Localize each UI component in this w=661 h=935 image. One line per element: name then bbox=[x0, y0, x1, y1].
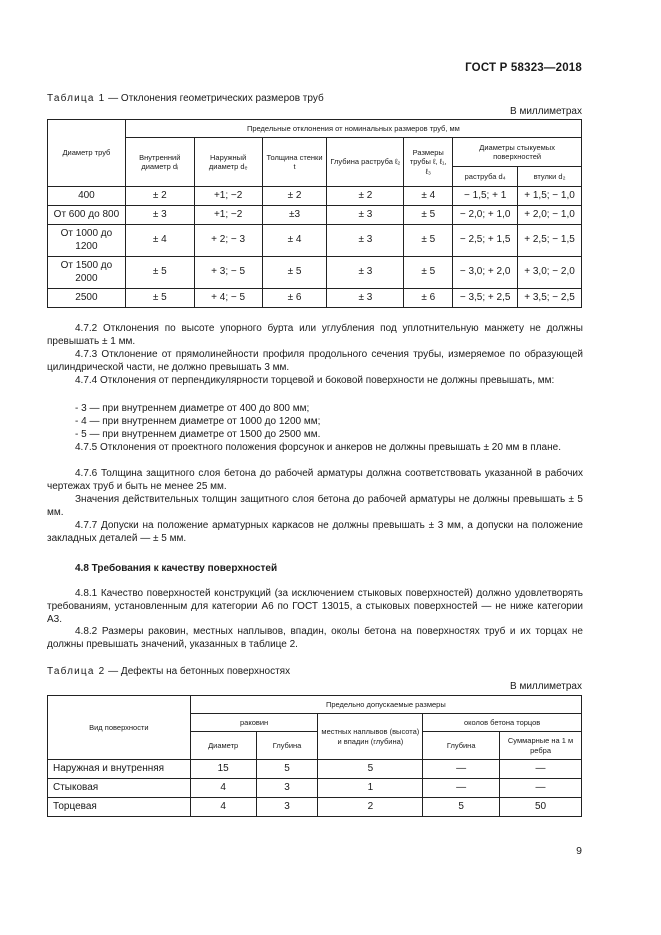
cell-depth: ± 3 bbox=[327, 225, 404, 257]
table2-caption bbox=[47, 666, 290, 677]
paragraph-4-8-2: 4.8.2 Размеры раковин, местных наплывов, впадин, околы бетона на поверхностях труб и их торцах не должны превышать значений, указанных в таблице 2. bbox=[47, 626, 583, 650]
table1-header-spigot-d2: втулки d₂ bbox=[518, 167, 582, 187]
cell-wall: ± 5 bbox=[262, 257, 327, 289]
cell-sizes: ± 5 bbox=[404, 206, 453, 225]
table1 bbox=[47, 119, 582, 308]
cell-d4: − 1,5; + 1 bbox=[453, 187, 518, 206]
cell-outer: + 4; − 5 bbox=[194, 289, 262, 308]
table1-header-wall-thickness: Толщина стенки t bbox=[262, 138, 327, 187]
cell-wall: ± 2 bbox=[262, 187, 327, 206]
cell-chip-depth: 5 bbox=[423, 798, 500, 817]
paragraph-4-7-2: 4.7.2 Отклонения по высоте упорного бурта или углубления под уплотнительную манжету не должны превышать ± 1 мм. bbox=[47, 323, 583, 347]
cell-pipe: От 1500 до 2000 bbox=[48, 257, 126, 289]
paragraph-4-7-3: 4.7.3 Отклонение от прямолинейности профиля продольного сечения трубы, измеряемое по образующей цилиндрической части, не должно превышать 3 мм. bbox=[47, 349, 583, 373]
cell-pipe: От 1000 до 1200 bbox=[48, 225, 126, 257]
cell-diameter: 15 bbox=[190, 760, 256, 779]
cell-depth: ± 3 bbox=[327, 257, 404, 289]
cell-bumps: 5 bbox=[318, 760, 423, 779]
table2 bbox=[47, 695, 582, 817]
cell-chip-sum: 50 bbox=[500, 798, 582, 817]
dash-item-2: - 4 — при внутреннем диаметре от 1000 до 1200 мм; bbox=[75, 416, 321, 427]
table1-header-socket-d4: раструба d₄ bbox=[453, 167, 518, 187]
cell-outer: +1; −2 bbox=[194, 187, 262, 206]
cell-pipe: 2500 bbox=[48, 289, 126, 308]
cell-bumps: 1 bbox=[318, 779, 423, 798]
cell-depth: 3 bbox=[256, 779, 318, 798]
cell-pipe: 400 bbox=[48, 187, 126, 206]
paragraph-4-7-4: 4.7.4 Отклонения от перпендикулярности торцевой и боковой поверхности не должны превышать, мм: bbox=[75, 375, 555, 386]
table-row bbox=[48, 225, 582, 257]
table1-caption-label: Таблица 1 bbox=[47, 93, 106, 104]
table2-header-chip-sum: Суммарные на 1 м ребра bbox=[500, 732, 582, 760]
cell-outer: + 2; − 3 bbox=[194, 225, 262, 257]
table2-caption-title: — Дефекты на бетонных поверхностях bbox=[105, 666, 291, 677]
cell-d2: + 2,5; − 1,5 bbox=[518, 225, 582, 257]
table1-header-outer-diameter: Наружный диаметр dₑ bbox=[194, 138, 262, 187]
table-row bbox=[48, 760, 582, 779]
table2-header-cavities: раковин bbox=[190, 714, 318, 732]
table1-header-group: Предельные отклонения от номинальных размеров труб, мм bbox=[125, 120, 581, 138]
cell-inner: ± 5 bbox=[125, 289, 194, 308]
table-row bbox=[48, 798, 582, 817]
dash-item-1: - 3 — при внутреннем диаметре от 400 до 800 мм; bbox=[75, 403, 310, 414]
table1-header-pipe-diameter: Диаметр труб bbox=[48, 120, 126, 187]
cell-depth: 3 bbox=[256, 798, 318, 817]
table2-header-chips: околов бетона торцов bbox=[423, 714, 582, 732]
table1-header-joint-group: Диаметры стыкуемых поверхностей bbox=[453, 138, 582, 167]
cell-bumps: 2 bbox=[318, 798, 423, 817]
cell-wall: ± 4 bbox=[262, 225, 327, 257]
cell-depth: ± 3 bbox=[327, 289, 404, 308]
cell-outer: + 3; − 5 bbox=[194, 257, 262, 289]
table2-caption-label: Таблица 2 bbox=[47, 666, 106, 677]
cell-inner: ± 5 bbox=[125, 257, 194, 289]
cell-chip-depth: — bbox=[423, 760, 500, 779]
cell-d2: + 2,0; − 1,0 bbox=[518, 206, 582, 225]
paragraph-4-7-6-values: Значения действительных толщин защитного слоя бетона до рабочей арматуры не должны превышать ± 5 мм. bbox=[47, 494, 583, 518]
paragraph-4-7-6: 4.7.6 Толщина защитного слоя бетона до рабочей арматуры должна соответствовать указанной в рабочих чертежах труб и быть не менее 25 мм. bbox=[47, 468, 583, 492]
table-row bbox=[48, 257, 582, 289]
section-title-4-8: 4.8 Требования к качеству поверхностей bbox=[75, 563, 278, 574]
table1-caption bbox=[47, 93, 324, 104]
table-row bbox=[48, 206, 582, 225]
table2-header-bumps: местных наплывов (высота) и впадин (глубина) bbox=[318, 714, 423, 760]
cell-chip-sum: — bbox=[500, 760, 582, 779]
table1-units: В миллиметрах bbox=[510, 106, 582, 117]
cell-inner: ± 2 bbox=[125, 187, 194, 206]
cell-d2: + 1,5; − 1,0 bbox=[518, 187, 582, 206]
cell-depth: ± 3 bbox=[327, 206, 404, 225]
table1-caption-title: — Отклонения геометрических размеров труб bbox=[105, 93, 324, 104]
cell-outer: +1; −2 bbox=[194, 206, 262, 225]
cell-d4: − 2,0; + 1,0 bbox=[453, 206, 518, 225]
standard-code: ГОСТ Р 58323—2018 bbox=[465, 62, 582, 74]
table1-header-inner-diameter: Внутренний диаметр dᵢ bbox=[125, 138, 194, 187]
cell-sizes: ± 5 bbox=[404, 257, 453, 289]
cell-depth: 5 bbox=[256, 760, 318, 779]
cell-surface: Стыковая bbox=[48, 779, 191, 798]
cell-wall: ± 6 bbox=[262, 289, 327, 308]
table2-header-depth: Глубина bbox=[256, 732, 318, 760]
cell-inner: ± 4 bbox=[125, 225, 194, 257]
cell-pipe: От 600 до 800 bbox=[48, 206, 126, 225]
cell-surface: Торцевая bbox=[48, 798, 191, 817]
cell-depth: ± 2 bbox=[327, 187, 404, 206]
cell-sizes: ± 4 bbox=[404, 187, 453, 206]
cell-chip-depth: — bbox=[423, 779, 500, 798]
cell-d2: + 3,5; − 2,5 bbox=[518, 289, 582, 308]
paragraph-4-7-7: 4.7.7 Допуски на положение арматурных каркасов не должны превышать ± 3 мм, а допуски на положение закладных деталей — ± 5 мм. bbox=[47, 520, 583, 544]
cell-d4: − 3,0; + 2,0 bbox=[453, 257, 518, 289]
cell-sizes: ± 6 bbox=[404, 289, 453, 308]
cell-wall: ±3 bbox=[262, 206, 327, 225]
cell-d4: − 2,5; + 1,5 bbox=[453, 225, 518, 257]
cell-d2: + 3,0; − 2,0 bbox=[518, 257, 582, 289]
table2-units: В миллиметрах bbox=[510, 681, 582, 692]
cell-sizes: ± 5 bbox=[404, 225, 453, 257]
dash-item-3: - 5 — при внутреннем диаметре от 1500 до 2500 мм. bbox=[75, 429, 321, 440]
paragraph-4-7-5: 4.7.5 Отклонения от проектного положения форсунок и анкеров не должны превышать ± 20 мм в плане. bbox=[75, 442, 561, 453]
cell-diameter: 4 bbox=[190, 779, 256, 798]
table2-header-surface: Вид поверхности bbox=[48, 696, 191, 760]
table1-header-socket-sizes: Размеры трубы ℓ, ℓ₁, ℓ₃ bbox=[404, 138, 453, 187]
cell-chip-sum: — bbox=[500, 779, 582, 798]
cell-inner: ± 3 bbox=[125, 206, 194, 225]
table2-header-group: Предельно допускаемые размеры bbox=[190, 696, 581, 714]
table1-header-socket-depth: Глубина раструба ℓ₂ bbox=[327, 138, 404, 187]
table-row bbox=[48, 289, 582, 308]
paragraph-4-8-1: 4.8.1 Качество поверхностей конструкций (за исключением стыковых поверхностей) должно удовлетворять требованиям, установленным для категории А6 по ГОСТ 13015, а стыковых поверхностей — не ниже категории А3. bbox=[47, 588, 583, 625]
table2-header-chip-depth: Глубина bbox=[423, 732, 500, 760]
page-number: 9 bbox=[576, 845, 582, 857]
cell-d4: − 3,5; + 2,5 bbox=[453, 289, 518, 308]
table2-header-diameter: Диаметр bbox=[190, 732, 256, 760]
table-row bbox=[48, 187, 582, 206]
cell-surface: Наружная и внутренняя bbox=[48, 760, 191, 779]
table-row bbox=[48, 779, 582, 798]
cell-diameter: 4 bbox=[190, 798, 256, 817]
